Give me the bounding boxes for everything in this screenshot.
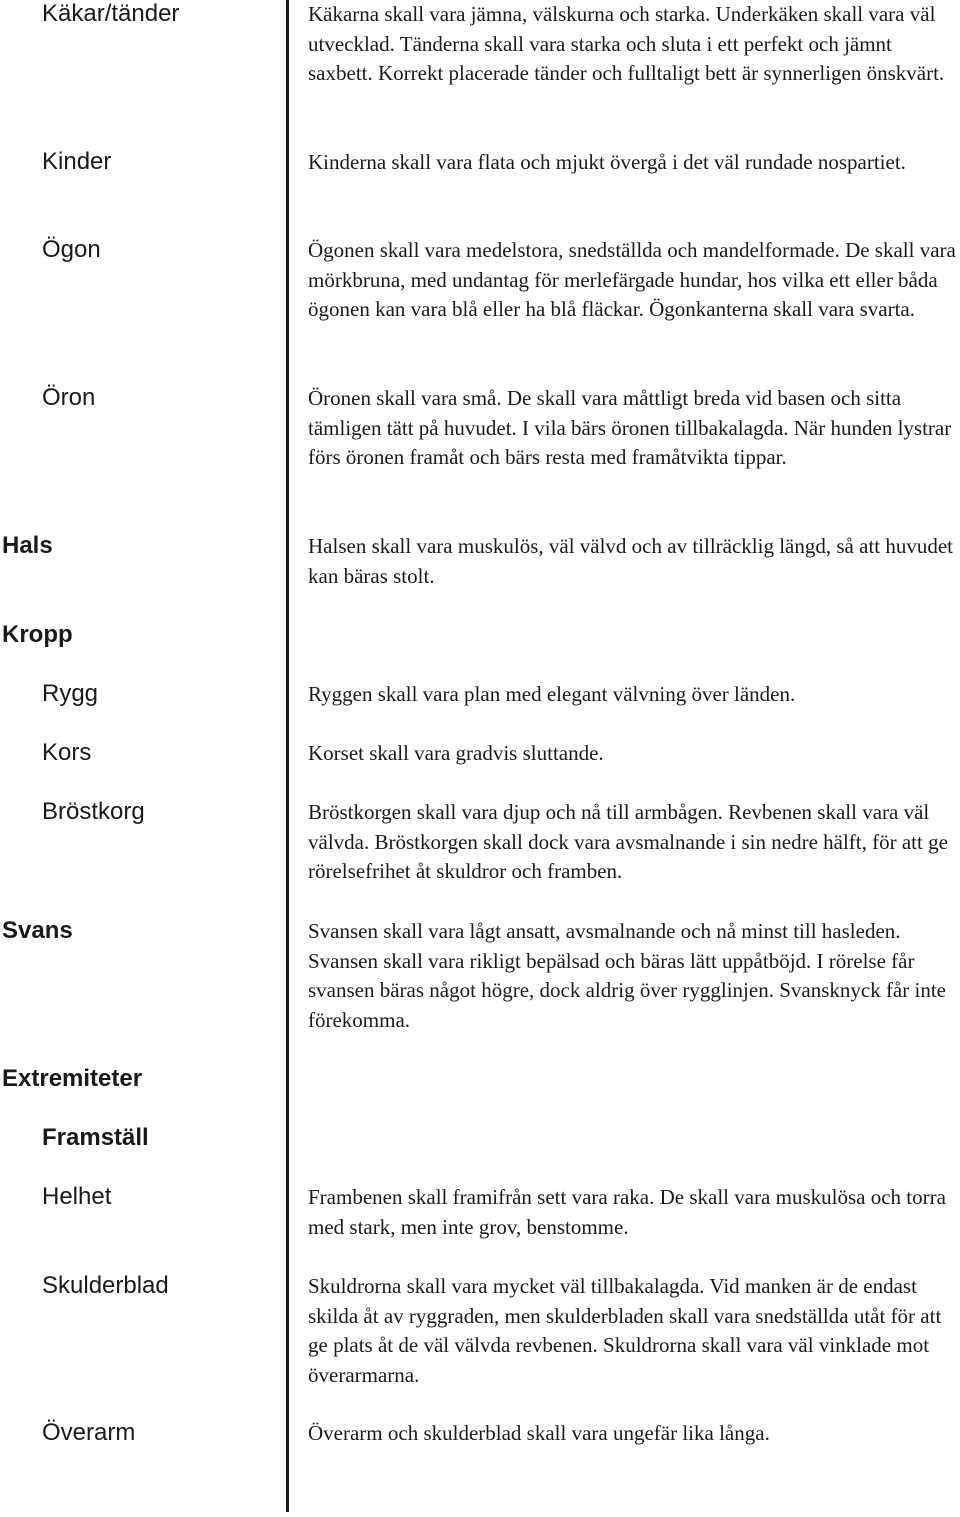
heading-framstall: Framställ — [42, 1124, 149, 1151]
heading-extremiteter: Extremiteter — [2, 1065, 143, 1092]
label-skulderblad: Skulderblad — [42, 1272, 169, 1299]
heading-kropp: Kropp — [2, 621, 73, 648]
label-helhet: Helhet — [42, 1183, 112, 1210]
text-helhet: Frambenen skall framifrån sett vara raka. De skall vara muskulösa och torra med stark, men inte grov, benstomme. — [308, 1185, 946, 1239]
text-brostkorg: Bröstkorgen skall vara djup och nå till armbågen. Revbenen skall vara väl välvda. Bröstkorgen skall dock vara avsmalnande i sin nedre hälft, för att ge rörelsefrihet åt skuldror och framben. — [308, 800, 948, 884]
text-overarm: Överarm och skulderblad skall vara ungefär lika långa. — [308, 1421, 770, 1445]
label-kors: Kors — [42, 739, 92, 766]
label-ogon: Ögon — [42, 236, 101, 263]
label-hals: Hals — [2, 532, 53, 559]
label-oron: Öron — [42, 384, 96, 411]
column-divider — [286, 0, 289, 1512]
label-rygg: Rygg — [42, 680, 99, 707]
label-kinder: Kinder — [42, 148, 112, 175]
text-hals: Halsen skall vara muskulös, väl välvd och av tillräcklig längd, så att huvudet kan bäras stolt. — [308, 534, 954, 588]
text-oron: Öronen skall vara små. De skall vara måttligt breda vid basen och sitta tämligen tätt på huvudet. I vila bärs öronen tillbakalagda. När hunden lystrar förs öronen framåt och bärs resta med framåtvikta tippar. — [308, 386, 952, 470]
text-kors: Korset skall vara gradvis sluttande. — [308, 741, 604, 765]
label-brostkorg: Bröstkorg — [42, 798, 145, 825]
label-kakar-tander: Käkar/tänder — [42, 0, 180, 27]
label-svans: Svans — [2, 917, 73, 944]
text-ogon: Ögonen skall vara medelstora, snedställda och mandelformade. De skall vara mörkbruna, med undantag för merlefärgade hundar, hos vilka ett eller båda ögonen kan vara blå eller ha blå fläckar. Ögonkanterna skall vara svarta. — [308, 238, 956, 322]
label-overarm: Överarm — [42, 1419, 136, 1446]
text-svans: Svansen skall vara lågt ansatt, avsmalnande och nå minst till hasleden. Svansen skall vara rikligt bepälsad och bäras lätt uppåtböjd. I rörelse får svansen bäras något högre, dock aldrig över rygglinjen. Svansknyck får inte förekomma. — [308, 919, 946, 1032]
text-rygg: Ryggen skall vara plan med elegant välvning över länden. — [308, 682, 796, 706]
text-kakar-tander: Käkarna skall vara jämna, välskurna och starka. Underkäken skall vara väl utvecklad. Tänderna skall vara starka och sluta i ett perfekt och jämnt saxbett. Korrekt placerade tänder och fulltaligt bett är synnerligen önskvärt. — [308, 2, 945, 86]
text-skulderblad: Skuldrorna skall vara mycket väl tillbakalagda. Vid manken är de endast skilda åt av ryggraden, men skulderbladen skall vara snedställda utåt för att ge plats åt de väl välvda revbenen. Skuldrorna skall vara väl vinklade mot överarmarna. — [308, 1274, 942, 1387]
text-kinder: Kinderna skall vara flata och mjukt övergå i det väl rundade nospartiet. — [308, 150, 906, 174]
